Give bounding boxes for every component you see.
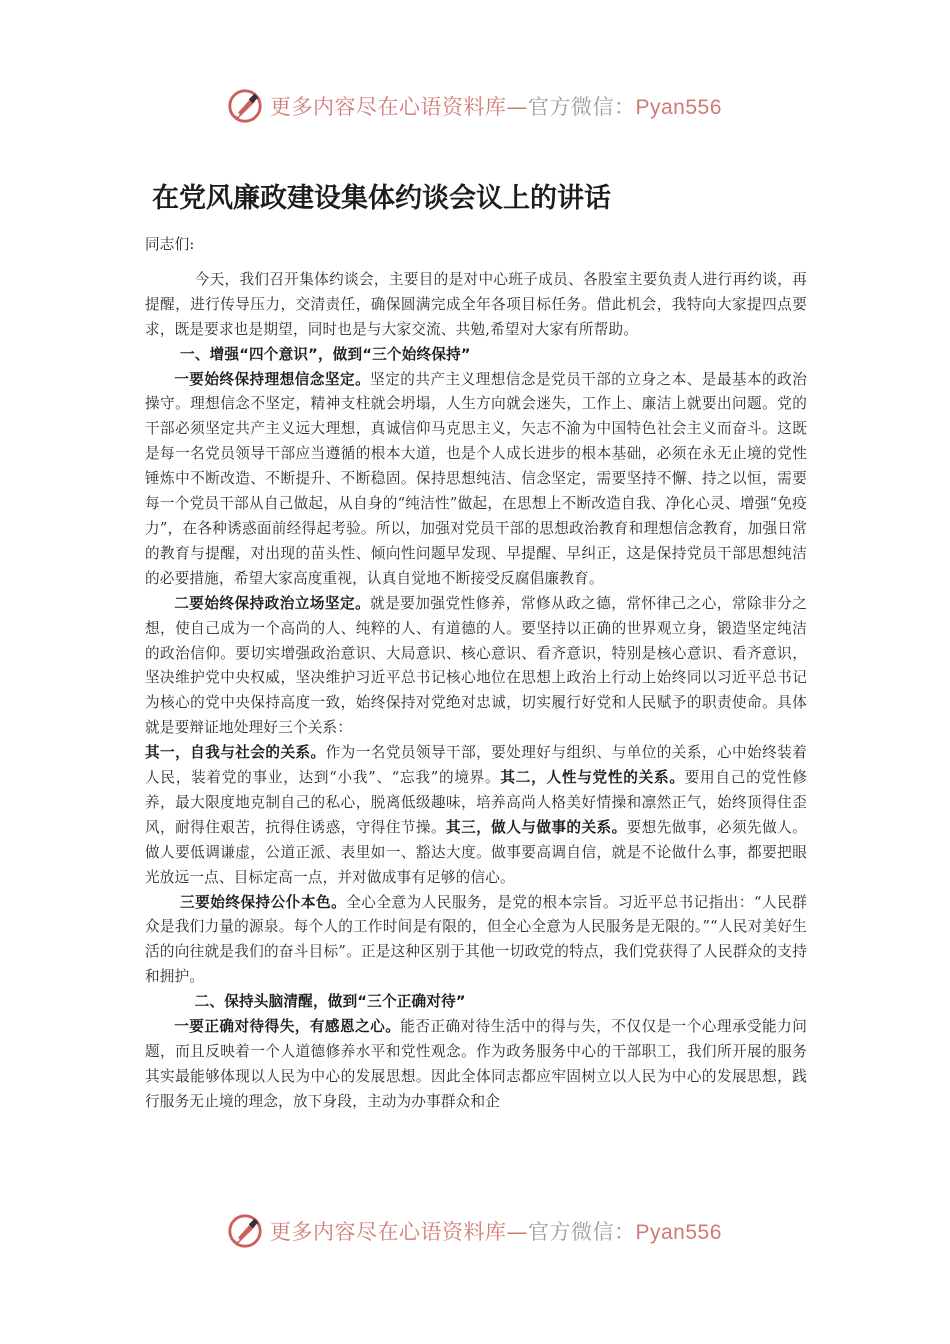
banner-text: 更多内容尽在心语资料库—官方微信：Pyan556 (270, 1220, 722, 1244)
greeting: 同志们: (145, 236, 195, 253)
paragraph-lead: 三要始终保持公仆本色。 (180, 893, 347, 911)
footer-watermark-banner (226, 1211, 746, 1251)
relationship-lead-1: 其一，自我与社会的关系。 (145, 744, 326, 762)
paragraph-lead: 一要始终保持理想信念坚定。 (174, 370, 371, 388)
paragraph-public-servant: 三要始终保持公仆本色。全心全意为人民服务，是党的根本宗旨。习近平总书记指出：“人民群众是我们力量的源泉。每个人的工作时间是有限的，但全心全意为人民服务是无限的。”“人民对美好生活的向往就是我们的奋斗目标”。正是这种区别于其他一切政党的特点，我们党获得了人民群众的支持和拥护。 (145, 893, 807, 986)
paragraph-relationships: 其一，自我与社会的关系。作为一名党员领导干部，要处理好与组织、与单位的关系，心中始终装着人民，装着党的事业，达到“小我”、“忘我”的境界。其二，人性与党性的关系。要用自己的党性修养，最大限度地克制自己的私心，脱离低级趣味，培养高尚人格美好情操和凛然正气，始终顶得住歪风，耐得住艰苦，抗得住诱惑，守得住节操。其三，做人与做事的关系。要想先做事，必须先做人。做人要低调谦虚，公道正派、表里如一、豁达大度。做事要高调自信，就是不论做什么事，都要把眼光放远一点、目标定高一点，并对做成事有足够的信心。 (145, 744, 808, 886)
paragraph-ideals: 一要始终保持理想信念坚定。坚定的共产主义理想信念是党员干部的立身之本、是最基本的政治操守。理想信念不坚定，精神支柱就会坍塌，人生方向就会迷失，工作上、廉洁上就要出问题。党的干部必须坚定共产主义远大理想，真诚信仰马克思主义，矢志不渝为中国特色社会主义而奋斗。这既是每一名党员领导干部应当遵循的根本大道，也是个人成长进步的根本基础，必须在永无止境的党性锤炼中不断改造、不断提升、不断稳固。保持思想纯洁、信念坚定，需要坚持不懈、持之以恒，需要每一个党员干部从自己做起，从自身的“纯洁性”做起，在思想上不断改造自我、净化心灵、增强“免疫力”，在各种诱惑面前经得起考验。所以，加强对党员干部的思想政治教育和理想信念教育，加强日常的教育与提醒，对出现的苗头性、倾向性问题早发现、早提醒、早纠正，这是保持党员干部思想纯洁的必要措施，希望大家高度重视，认真自觉地不断接受反腐倡廉教育。 (145, 370, 807, 587)
paragraph-lead: 一要正确对待得失，有感恩之心。 (174, 1018, 401, 1036)
paragraph-gains-losses: 一要正确对待得失，有感恩之心。能否正确对待生活中的得与失，不仅仅是一个心理承受能力问题，而且反映着一个人道德修养水平和党性观念。作为政务服务中心的干部职工，我们所开展的服务其实最能够体现以人民为中心的发展思想。因此全体同志都应牢固树立以人民为中心的发展思想，践行服务无止境的理念，放下身段，主动为办事群众和企 (145, 1018, 807, 1110)
relationship-lead-3: 其三，做人与做事的关系。 (446, 818, 627, 836)
paragraph-lead: 二要始终保持政治立场坚定。 (174, 594, 371, 612)
paragraph-political-stance: 二要始终保持政治立场坚定。就是要加强党性修养，常修从政之德，常怀律己之心，常除非分之想，使自己成为一个高尚的人、纯粹的人、有道德的人。要坚持以正确的世界观立身，锻造坚定纯洁的政治信仰。要切实增强政治意识、大局意识、核心意识、看齐意识，特别是核心意识、看齐意识，坚决维护党中央权威，坚决维护习近平总书记核心地位在思想上政治上行动上始终同以习近平总书记为核心的党中央保持高度一致，始终保持对党绝对忠诚，切实履行好党和人民赋予的职责使命。具体就是要辩证地处理好三个关系： (145, 594, 807, 737)
pen-nib-logo-icon (226, 87, 264, 125)
pen-nib-logo-icon (226, 1212, 264, 1250)
section-heading-1: 一、增强“四个意识”，做到“三个始终保持” (180, 345, 471, 363)
document-title: 在党风廉政建设集体约谈会议上的讲话 (152, 183, 611, 214)
section-heading-2: 二、保持头脑清醒，做到“三个正确对待” (194, 993, 466, 1011)
banner-text: 更多内容尽在心语资料库—官方微信：Pyan556 (270, 95, 722, 119)
document-body (145, 233, 807, 1115)
header-watermark-banner (226, 86, 746, 126)
relationship-lead-2: 其二，人性与党性的关系。 (500, 769, 685, 787)
intro-paragraph: 今天，我们召开集体约谈会，主要目的是对中心班子成员、各股室主要负责人进行再约谈，再提醒，进行传导压力，交清责任，确保圆满完成全年各项目标任务。借此机会，我特向大家提四点要求，既是要求也是期望，同时也是与大家交流、共勉,希望对大家有所帮助。 (145, 270, 807, 338)
